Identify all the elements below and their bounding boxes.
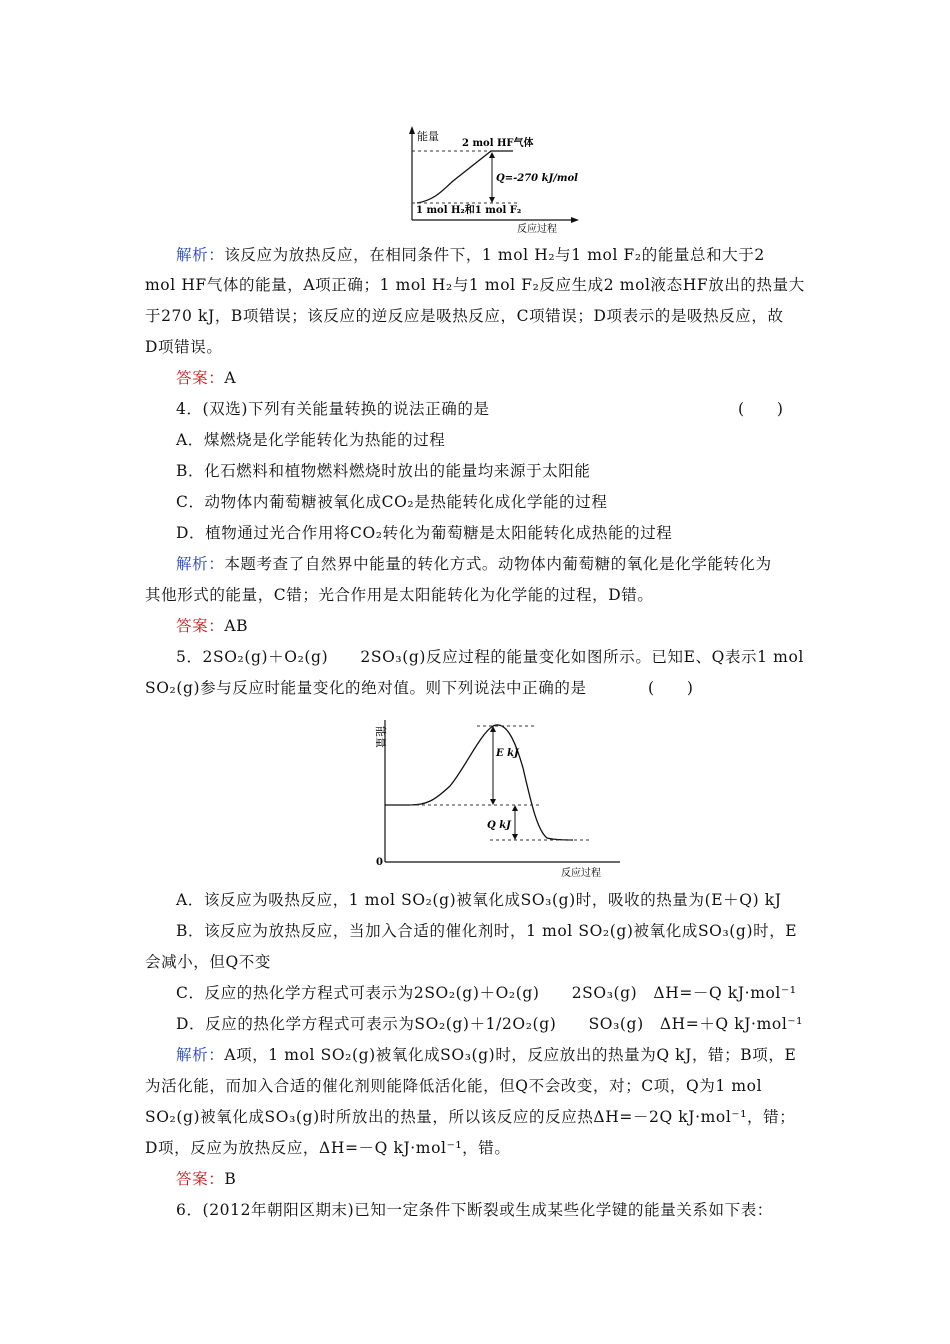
q3-analysis-line-3: 于270 kJ，B项错误；该反应的逆反应是吸热反应，C项错误；D项表示的是吸热反应，故 — [145, 307, 784, 325]
q3-analysis-tag: 解析： — [176, 246, 225, 264]
q4-analysis-text-1: 本题考查了自然界中能量的转化方式。动物体内葡萄糖的氧化是化学能转化为 — [224, 555, 772, 573]
q4-option-d: D．植物通过光合作用将CO₂转化为葡萄糖是太阳能转化成热能的过程 — [176, 524, 673, 542]
figure-so2-energy-diagram — [365, 712, 625, 880]
q3-analysis-text-1: 该反应为放热反应，在相同条件下，1 mol H₂与1 mol F₂的能量总和大于2 — [224, 246, 765, 264]
q5-option-b-line-2: 会减小，但Q不变 — [145, 953, 272, 971]
q5-analysis-line-4: D项，反应为放热反应，ΔH=－Q kJ·mol⁻¹，错。 — [145, 1139, 511, 1157]
fig1-bottom-label: 1 mol H₂和1 mol F₂ — [416, 205, 522, 216]
q5-stem-line-2: SO₂(g)参与反应时能量变化的绝对值。则下列说法中正确的是 — [145, 679, 587, 697]
q4-answer-paren: ( ) — [738, 400, 784, 418]
q4-answer-line — [176, 615, 841, 637]
fig1-top-label: 2 mol HF气体 — [462, 138, 534, 149]
q4-analysis-line-2: 其他形式的能量，C错；光合作用是太阳能转化为化学能的过程，D错。 — [145, 586, 654, 604]
q5-answer-tag: 答案： — [176, 1170, 225, 1188]
fig2-q-label: Q kJ — [487, 820, 511, 831]
q4-option-a: A．煤燃烧是化学能转化为热能的过程 — [176, 431, 446, 449]
q3-answer-line — [176, 367, 841, 389]
q4-option-b: B．化石燃料和植物燃料燃烧时放出的能量均来源于太阳能 — [176, 462, 591, 480]
q3-analysis-line-4: D项错误。 — [145, 338, 223, 356]
q4-option-c: C．动物体内葡萄糖被氧化成CO₂是热能转化成化学能的过程 — [176, 493, 608, 511]
q5-analysis-line-1 — [176, 1044, 841, 1066]
fig2-q-arrow-head-down — [512, 834, 518, 840]
q5-answer-line — [176, 1168, 841, 1190]
fig1-curve — [417, 151, 491, 203]
fig2-e-arrow-head-down — [490, 799, 496, 805]
q5-stem-line-1: 5．2SO₂(g)＋O₂(g) 2SO₃(g)反应过程的能量变化如图所示。已知E、Q表示1 mol — [176, 648, 804, 666]
q5-analysis-text-1: A项，1 mol SO₂(g)被氧化成SO₃(g)时，反应放出的热量为Q kJ，错；B项，E — [224, 1046, 797, 1064]
q5-answer-paren: ( ) — [648, 679, 694, 697]
fig1-q-label: Q=-270 kJ/mol — [496, 173, 578, 184]
q5-analysis-line-2: 为活化能，而加入合适的催化剂则能降低活化能，但Q不会改变，对；C项，Q为1 mol — [145, 1077, 763, 1095]
fig2-q-arrow-head-up — [512, 805, 518, 811]
q4-stem: 4．(双选)下列有关能量转换的说法正确的是 — [176, 400, 490, 418]
fig1-x-axis-label: 反应过程 — [517, 224, 557, 234]
fig1-q-arrow-head-up — [489, 152, 495, 158]
fig1-y-axis-label: 能量 — [417, 130, 439, 143]
q4-analysis-line-1 — [176, 553, 841, 575]
q5-analysis-line-3: SO₂(g)被氧化成SO₃(g)时所放出的热量，所以该反应的反应热ΔH=－2Q kJ·mol⁻¹，错； — [145, 1108, 796, 1126]
q4-analysis-tag: 解析： — [176, 555, 225, 573]
q6-stem: 6．(2012年朝阳区期末)已知一定条件下断裂或生成某些化学键的能量关系如下表： — [176, 1201, 773, 1219]
q3-answer-tag: 答案： — [176, 369, 225, 387]
q3-answer-value: A — [224, 369, 237, 387]
fig2-curve — [385, 725, 573, 840]
fig2-e-label: E kJ — [496, 748, 519, 759]
q3-analysis-line-1 — [176, 244, 841, 266]
fig1-q-arrow-head-down — [489, 197, 495, 203]
q5-option-a: A．该反应为吸热反应，1 mol SO₂(g)被氧化成SO₃(g)时，吸收的热量为(E＋Q) kJ — [176, 891, 782, 909]
q5-option-b-line-1: B．该反应为放热反应，当加入合适的催化剂时，1 mol SO₂(g)被氧化成SO₃(g)时，E — [176, 922, 798, 940]
q3-analysis-line-2: mol HF气体的能量，A项正确；1 mol H₂与1 mol F₂反应生成2 mol液态HF放出的热量大 — [145, 276, 805, 294]
q5-option-d: D．反应的热化学方程式可表示为SO₂(g)＋1/2O₂(g) SO₃(g) ΔH=＋Q kJ·mol⁻¹ — [176, 1015, 803, 1033]
fig2-x-axis-label: 反应过程 — [561, 868, 601, 879]
fig1-x-arrow — [571, 217, 579, 223]
q4-answer-tag: 答案： — [176, 617, 225, 635]
figure-hf-energy-diagram — [395, 124, 585, 234]
q5-option-c: C．反应的热化学方程式可表示为2SO₂(g)＋O₂(g) 2SO₃(g) ΔH=－Q kJ·mol⁻¹ — [176, 984, 797, 1002]
fig1-y-arrow — [409, 126, 415, 134]
fig2-origin-label: 0 — [376, 857, 383, 868]
q4-answer-value: AB — [224, 617, 249, 635]
q5-analysis-tag: 解析： — [176, 1046, 225, 1064]
q5-answer-value: B — [224, 1170, 237, 1188]
fig2-y-axis-label: 能量 — [374, 726, 387, 748]
